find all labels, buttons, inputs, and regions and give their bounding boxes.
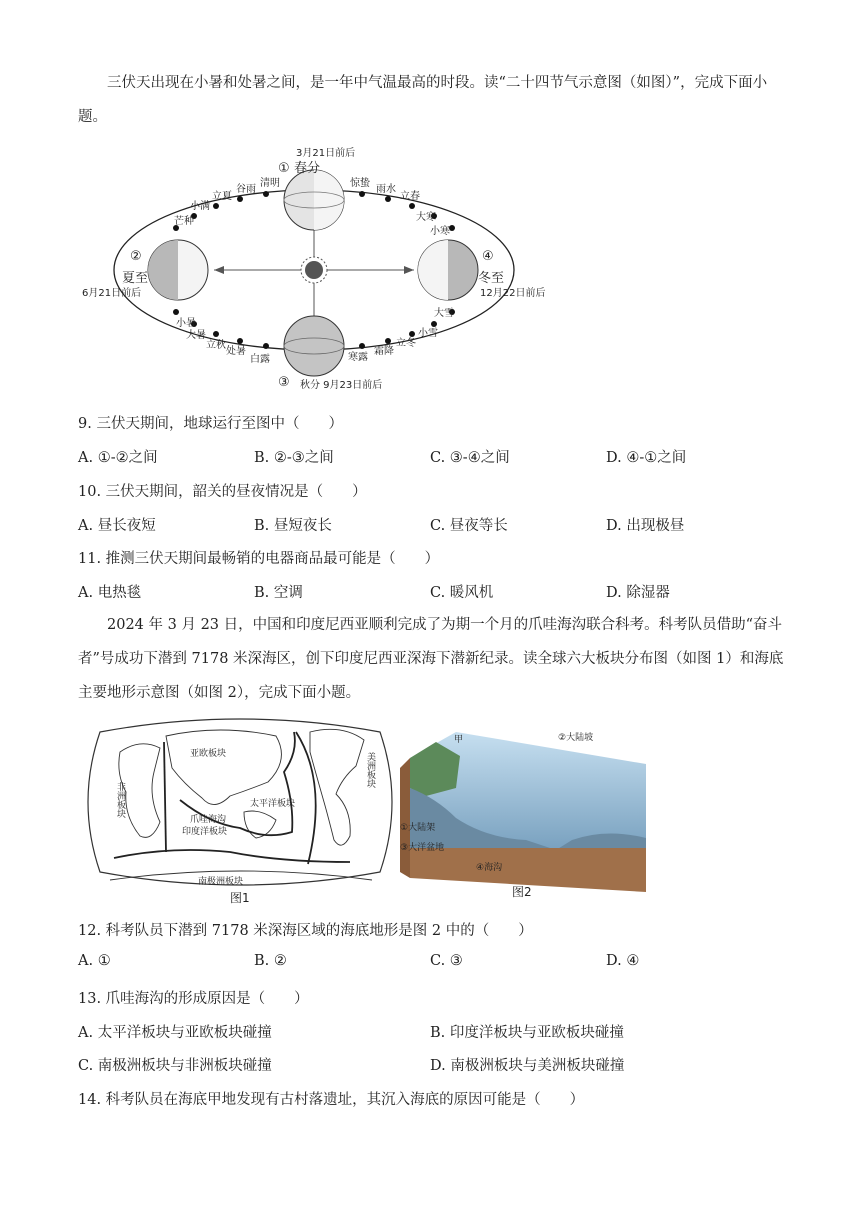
label-trench: ④海沟	[476, 863, 503, 873]
map-label-eurasia: 亚欧板块	[190, 749, 227, 759]
q13-option-d[interactable]: D. 南极洲板块与美洲板块碰撞	[430, 1058, 625, 1074]
q12-option-d[interactable]: D. ④	[606, 953, 640, 969]
point1-date: 3月21日前后	[296, 148, 356, 159]
term-label: 惊蛰	[350, 178, 370, 189]
map-label-africa: 非洲板块	[115, 782, 125, 818]
earth-spring-icon	[284, 170, 344, 230]
term-label: 寒露	[348, 352, 368, 363]
question-13: 13. 爪哇海沟的形成原因是（ ）	[78, 991, 309, 1007]
q13-option-a[interactable]: A. 太平洋板块与亚欧板块碰撞	[78, 1025, 272, 1041]
term-label: 立夏	[212, 191, 232, 202]
q11-option-b[interactable]: B. 空调	[254, 585, 303, 601]
point4-date: 12月22日前后	[480, 288, 546, 299]
intro-paragraph-2: 2024 年 3 月 23 日，中国和印度尼西亚顺利完成了为期一个月的爪哇海沟联合科考。科考队员借助“奋斗者”号成功下潜到 7178 米深海区，创下印度尼西亚深海下潜新纪录。读全球六大板块分布图（如图 1）和海底主要地形示意图（如图 2），完成下面小题。	[78, 617, 784, 701]
q12-option-c[interactable]: C. ③	[430, 953, 463, 969]
q9-option-a[interactable]: A. ①-②之间	[78, 450, 158, 466]
map-label-antarctic: 南极洲板块	[198, 877, 244, 887]
q10-option-b[interactable]: B. 昼短夜长	[254, 518, 332, 534]
question-9: 9. 三伏天期间，地球运行至图中（ ）	[78, 416, 343, 432]
point2-name: 夏至	[122, 271, 149, 286]
question-10: 10. 三伏天期间，韶关的昼夜情况是（ ）	[78, 484, 367, 500]
q9-option-d[interactable]: D. ④-①之间	[606, 450, 687, 466]
q10-option-a[interactable]: A. 昼长夜短	[78, 518, 156, 534]
point2-date: 6月21日前后	[82, 288, 142, 299]
term-label: 霜降	[374, 346, 394, 357]
figure-1-caption: 图1	[230, 891, 250, 905]
q11-option-d[interactable]: D. 除湿器	[606, 585, 670, 601]
q9-option-c[interactable]: C. ③-④之间	[430, 450, 510, 466]
term-label: 白露	[250, 354, 270, 365]
term-label: 立春	[400, 191, 420, 202]
sun-icon	[301, 257, 327, 283]
earth-autumn-icon	[284, 316, 344, 376]
label-continental-slope: ②大陆坡	[558, 733, 594, 743]
point1-number: ①	[278, 161, 290, 176]
earth-summer-icon	[148, 240, 208, 300]
term-label: 芒种	[174, 216, 194, 227]
earth-winter-icon	[418, 240, 478, 300]
term-label: 小暑	[176, 318, 196, 329]
point3-number: ③	[278, 375, 290, 390]
term-label: 雨水	[376, 184, 396, 195]
q9-option-b[interactable]: B. ②-③之间	[254, 450, 334, 466]
map-outline	[88, 719, 392, 885]
point4-number: ④	[482, 249, 494, 264]
term-label: 大暑	[186, 330, 206, 341]
map-label-pacific: 太平洋板块	[250, 799, 296, 809]
q12-option-a[interactable]: A. ①	[78, 953, 111, 969]
point1-name: 春分	[294, 161, 321, 176]
map-label-indian: 印度洋板块	[182, 827, 228, 837]
point2-number: ②	[130, 249, 142, 264]
intro-paragraph-1: 三伏天出现在小暑和处暑之间，是一年中气温最高的时段。读“二十四节气示意图（如图）”，完成下面小题。	[78, 75, 768, 125]
label-jia: 甲	[454, 735, 464, 745]
figure-2-caption: 图2	[512, 885, 532, 899]
label-continental-shelf: ①大陆架	[400, 823, 436, 833]
q12-option-b[interactable]: B. ②	[254, 953, 287, 969]
term-label: 大寒	[416, 212, 436, 223]
term-label: 清明	[260, 178, 280, 189]
term-label: 小寒	[430, 226, 450, 237]
question-12: 12. 科考队员下潜到 7178 米深海区域的海底地形是图 2 中的（ ）	[78, 923, 533, 939]
label-ocean-basin: ③大洋盆地	[400, 843, 445, 853]
point3-name: 秋分 9月23日前后	[300, 380, 383, 391]
solar-terms-diagram	[78, 142, 558, 398]
map-label-america: 美洲板块	[365, 752, 375, 788]
term-label: 处暑	[226, 346, 246, 357]
term-label: 大雪	[434, 308, 454, 319]
term-label: 立冬	[396, 338, 416, 349]
term-label: 小雪	[418, 328, 438, 339]
term-label: 立秋	[206, 340, 226, 351]
plate-map	[80, 712, 400, 906]
point4-name: 冬至	[478, 271, 505, 286]
term-label: 小满	[190, 201, 210, 212]
q13-option-b[interactable]: B. 印度洋板块与亚欧板块碰撞	[430, 1025, 624, 1041]
q11-option-c[interactable]: C. 暖风机	[430, 585, 494, 601]
q13-option-c[interactable]: C. 南极洲板块与非洲板块碰撞	[78, 1058, 272, 1074]
q11-option-a[interactable]: A. 电热毯	[78, 585, 142, 601]
crust-side	[400, 758, 410, 878]
question-11: 11. 推测三伏天期间最畅销的电器商品最可能是（ ）	[78, 551, 440, 567]
q10-option-d[interactable]: D. 出现极昼	[606, 518, 685, 534]
term-label: 谷雨	[236, 184, 256, 195]
q10-option-c[interactable]: C. 昼夜等长	[430, 518, 508, 534]
question-14: 14. 科考队员在海底甲地发现有古村落遗址，其沉入海底的原因可能是（ ）	[78, 1092, 585, 1108]
seafloor-diagram	[396, 728, 650, 900]
map-label-java: 爪哇海沟	[190, 815, 227, 825]
